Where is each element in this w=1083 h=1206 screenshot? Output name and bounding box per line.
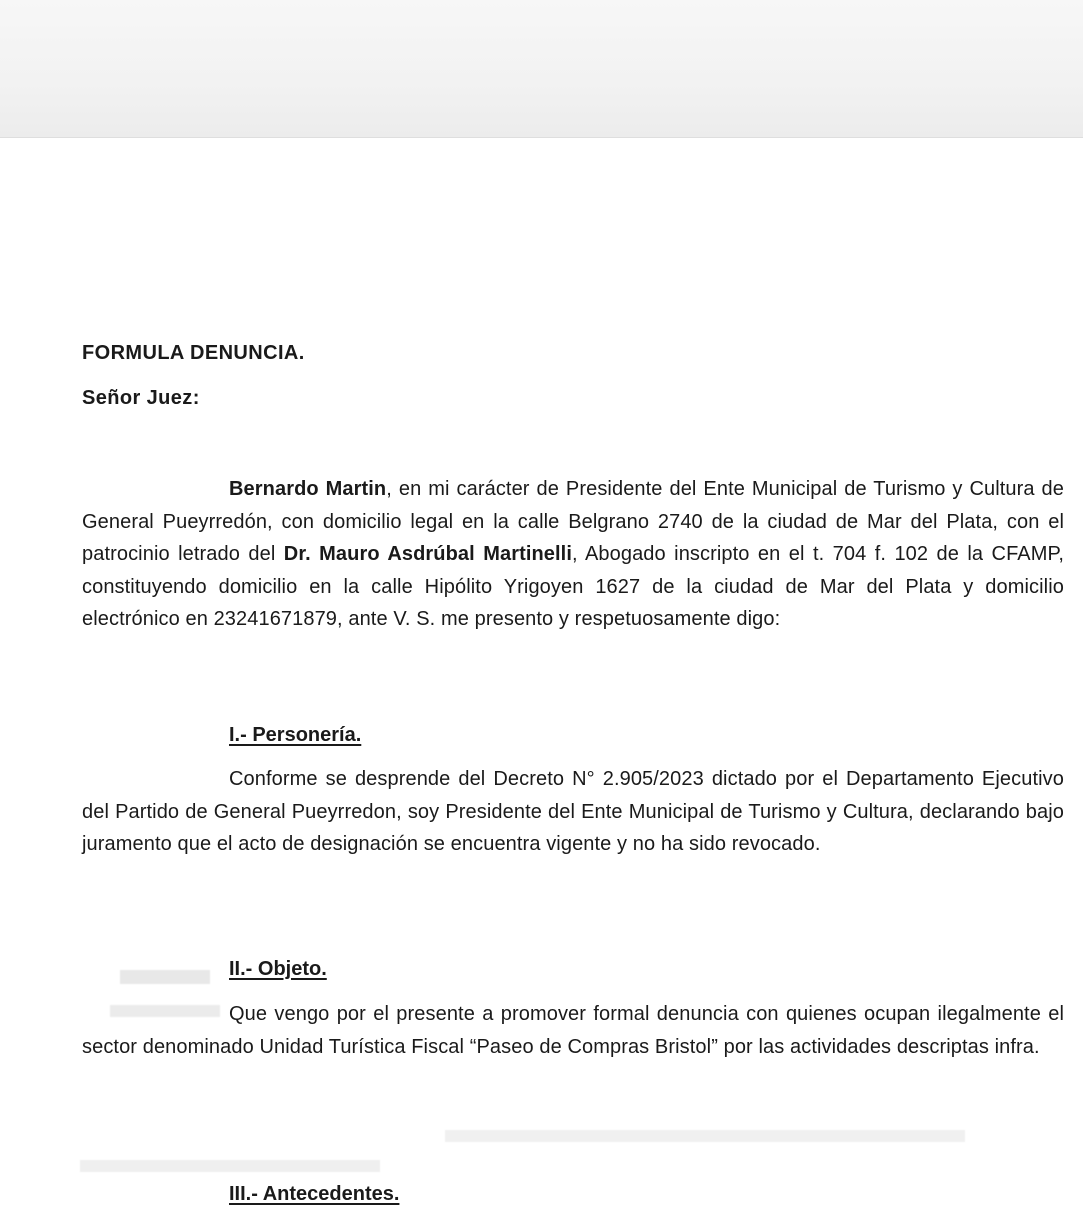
- intro-paragraph: [82, 473, 1064, 636]
- section-title-objeto: II.- Objeto.: [229, 958, 327, 980]
- section-body-objeto: [82, 998, 1064, 1063]
- top-blank-band: [0, 0, 1083, 138]
- section-body-personeria: [82, 763, 1064, 861]
- objeto-text: Que vengo por el presente a promover formal denuncia con quienes ocupan ilegalmente el sector denominado Unidad Turística Fiscal “Paseo de Compras Bristol” por las actividades descriptas infra.: [82, 1003, 1064, 1058]
- salutation: Señor Juez:: [82, 387, 200, 409]
- complainant-name: Bernardo Martin: [229, 478, 387, 500]
- section-title-personeria: I.- Personería.: [229, 724, 362, 746]
- bleed-through-mark: [120, 970, 210, 984]
- intro-text-1: , en mi carácter de Presidente del Ente Municipal de Turismo y Cultura de General Pueyrredón, con domicilio legal en la calle Belgrano 2740 de la ciudad de Mar del Plata, con el patrocinio letrado del: [82, 478, 1065, 565]
- bleed-through-mark: [445, 1130, 965, 1142]
- personeria-text: Conforme se desprende del Decreto N° 2.905/2023 dictado por el Departamento Ejecutivo del Partido de General Pueyrredon, soy Presidente del Ente Municipal de Turismo y Cultura, declarando bajo juramento que el acto de designación se encuentra vigente y no ha sido revocado.: [82, 768, 1064, 855]
- document-heading: FORMULA DENUNCIA.: [82, 342, 305, 364]
- intro-text-2: , Abogado inscripto en el t. 704 f. 102 de la CFAMP, constituyendo domicilio en la calle Hipólito Yrigoyen 1627 de la ciudad de Mar del Plata y domicilio electrónico en 23241671879, ante V. S. me presento y respetuosamente digo:: [82, 543, 1065, 630]
- lawyer-name: Dr. Mauro Asdrúbal Martinelli: [283, 543, 573, 565]
- bleed-through-mark: [80, 1160, 380, 1172]
- section-title-antecedentes: III.- Antecedentes.: [229, 1183, 400, 1205]
